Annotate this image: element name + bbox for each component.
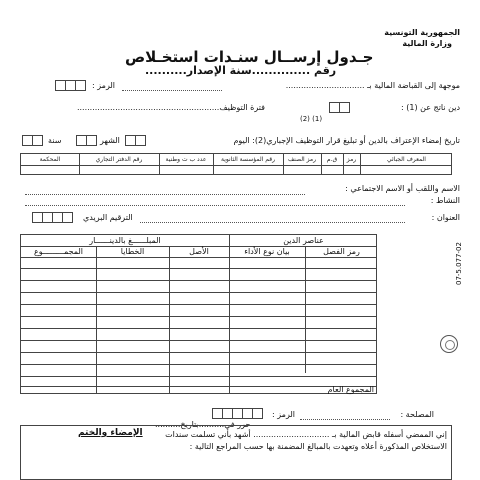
code-dots (122, 90, 222, 91)
id-header-tax-id: المعرف الجبائي (387, 156, 426, 163)
receipt-box[interactable] (20, 425, 452, 480)
debt-elements-header: عناصر الدين (283, 236, 324, 245)
code-cells[interactable] (56, 80, 86, 91)
year-cells[interactable] (23, 135, 43, 146)
id-header-commercial-register: رقم الدفتر التجاري (95, 156, 143, 163)
republic-label: الجمهورية التونسية (384, 28, 460, 37)
period-label: فترة التوظيف........................................................ (76, 103, 265, 112)
name-dots (25, 194, 305, 195)
service-label: المصلحة : (400, 410, 434, 419)
ministry-label: وزارة المالية (402, 39, 452, 48)
name-label: الاسم واللقب أو الاسم الاجتماعي : (345, 184, 460, 193)
section-code-header: رمز الفصل (323, 247, 360, 256)
service-dots (300, 419, 390, 420)
id-header-category: رمز الصنف (287, 156, 317, 163)
id-header-national-id: عدد ب ت وطنية (165, 156, 207, 163)
penalties-header: الخطايا (120, 247, 145, 256)
address-label: العنوان : (431, 213, 460, 222)
form-title: جـدول إرســال سنـدات استخـلاص (125, 48, 374, 66)
code-label: الرمز : (92, 81, 116, 90)
signature-stamp-label: الإمضاء والختم (78, 428, 143, 438)
debt-origin-cells[interactable] (330, 102, 350, 113)
day-cells[interactable] (126, 135, 146, 146)
id-header-secondary: رقم المؤسسة الثانوية (220, 156, 276, 163)
form-subtitle: رقم ..............سنة الإصدار.......... (145, 64, 337, 77)
taxpayer-id-table[interactable] (20, 153, 452, 175)
service-code-label: الرمز : (272, 410, 296, 419)
grand-total-label: المجموع العام (327, 385, 374, 394)
addressed-to-label: موجهة إلى القباضة المالية بـ ............................... (285, 81, 460, 90)
receipt-line-1: إني الممضي أسفله قابض المالية بـ .............................. أشهد بأني تسلمت سندات (165, 430, 447, 439)
postal-code-cells[interactable] (33, 212, 73, 223)
total-header: المجمـــــــــوع (33, 247, 84, 256)
written-in-label: حرر في..........بتاريخ.......... (155, 420, 251, 429)
id-header-code: رمز (346, 156, 357, 163)
service-code-cells[interactable] (213, 408, 263, 419)
amounts-table[interactable] (20, 234, 377, 394)
principal-header: الأصل (189, 247, 209, 256)
address-dots (140, 222, 405, 223)
year-label: سنة (48, 136, 62, 145)
receipt-line-2: الاستخلاص المذكورة أعلاه وتعهدت بالمبالغ المضمنة بها حسب المراجع التالية : (189, 442, 447, 451)
month-label: الشهر (100, 136, 120, 145)
id-header-qm: ق.م (326, 156, 338, 163)
signature-date-label: تاريخ إمضاء الإعتراف بالدين أو تبليغ قرار التوظيف الإجباري(2): اليوم (233, 136, 460, 145)
activity-label: النشاط : (430, 196, 460, 205)
amount-header: المبلــــــغ بالدينــــــار (89, 236, 161, 245)
activity-dots (25, 205, 405, 206)
debt-from-label: دين ناتج عن (1) : (401, 103, 460, 112)
postal-code-label: الترقيم البريدي (83, 213, 133, 222)
payment-type-header: بيان نوع الأداء (244, 247, 290, 256)
footnote-marks: (2) (1) (300, 115, 323, 123)
month-cells[interactable] (77, 135, 97, 146)
id-header-court: المحكمة (39, 156, 61, 163)
seal-icon (440, 335, 458, 353)
side-code: 07-5.077-02 (455, 242, 463, 285)
